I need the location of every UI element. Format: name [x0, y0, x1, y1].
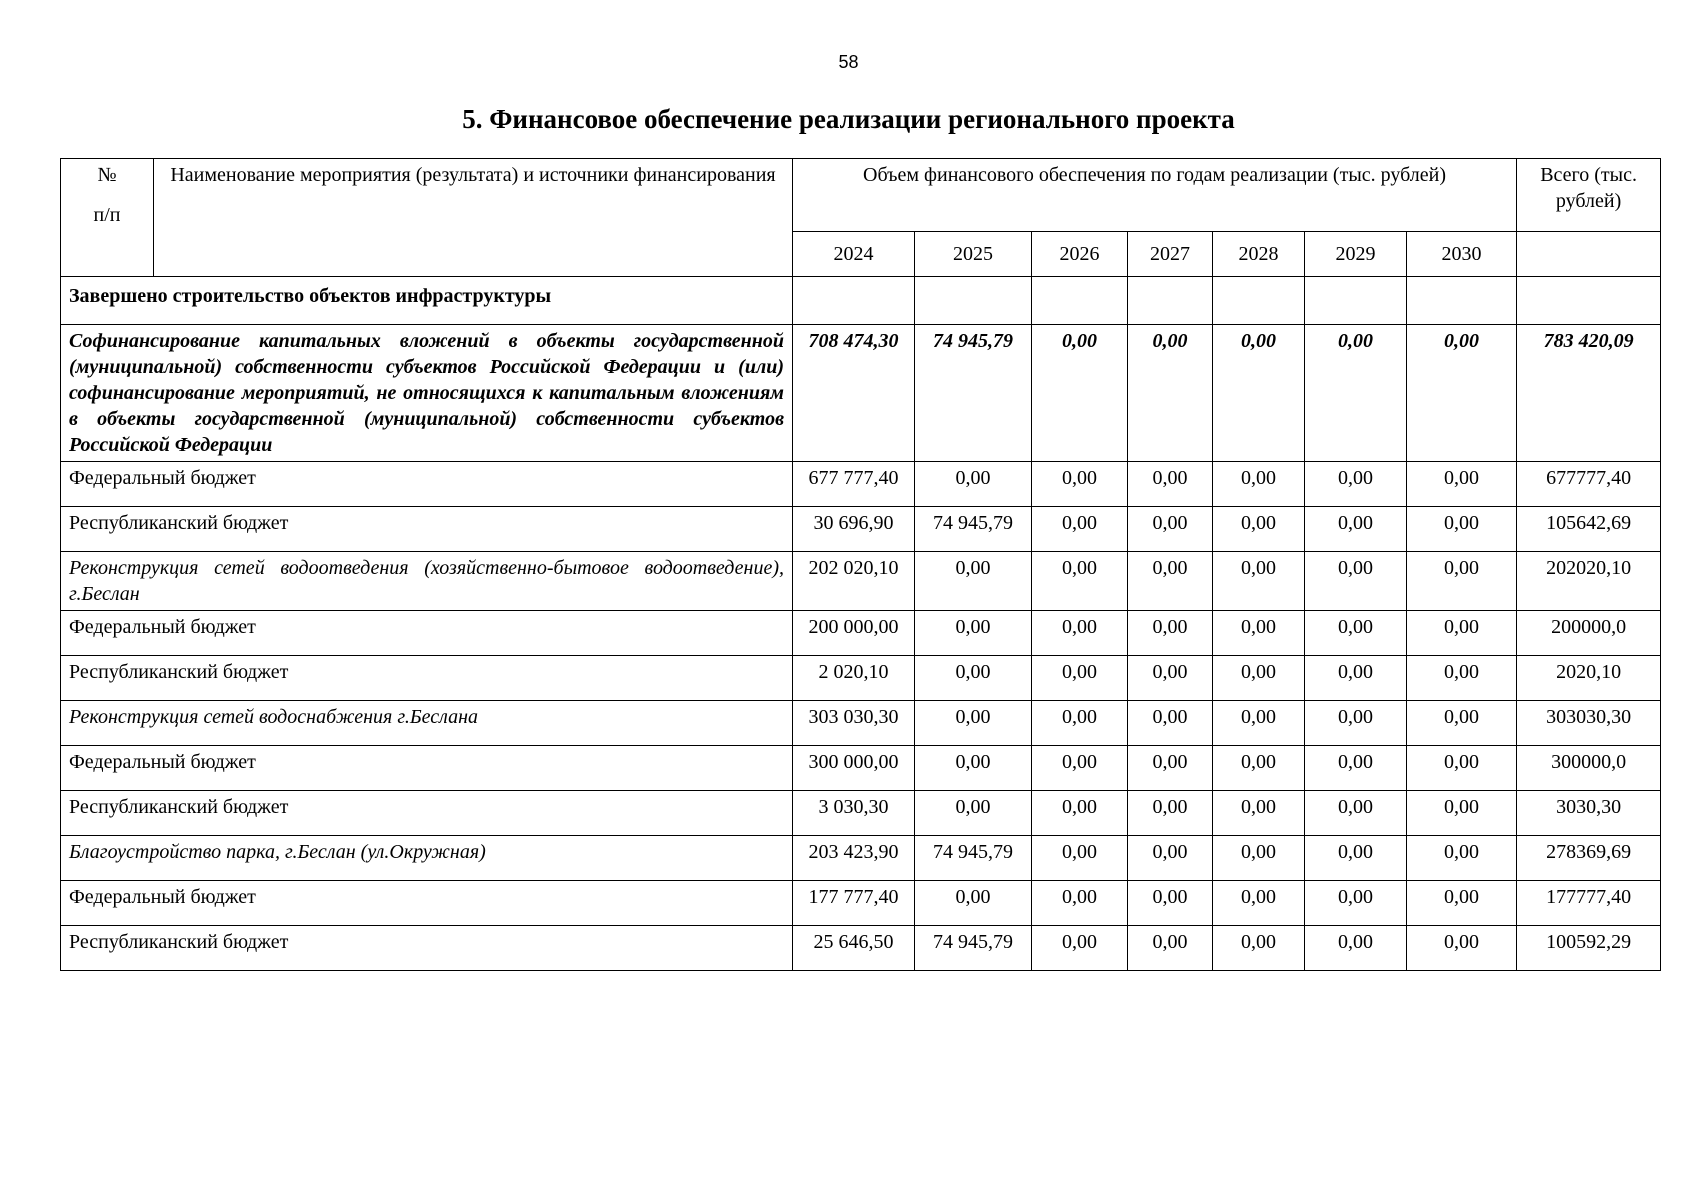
empty-cell — [1305, 277, 1407, 325]
value-cell: 0,00 — [1128, 656, 1213, 701]
value-cell: 0,00 — [1213, 791, 1305, 836]
value-cell: 25 646,50 — [793, 926, 915, 971]
value-cell: 0,00 — [915, 881, 1032, 926]
total-cell: 200000,0 — [1517, 611, 1661, 656]
value-cell: 0,00 — [1407, 836, 1517, 881]
value-cell: 0,00 — [1407, 325, 1517, 462]
value-cell: 0,00 — [1305, 791, 1407, 836]
year-header: 2027 — [1128, 232, 1213, 277]
table-row — [61, 746, 1661, 791]
row-name: Республиканский бюджет — [61, 656, 793, 701]
value-cell: 0,00 — [1407, 701, 1517, 746]
header-name: Наименование мероприятия (результата) и источники финансирования — [154, 159, 793, 277]
value-cell: 0,00 — [1032, 325, 1128, 462]
row-name: Республиканский бюджет — [61, 507, 793, 552]
value-cell: 0,00 — [1305, 507, 1407, 552]
value-cell: 0,00 — [1213, 325, 1305, 462]
year-header: 2025 — [915, 232, 1032, 277]
value-cell: 0,00 — [1032, 462, 1128, 507]
table-row — [61, 791, 1661, 836]
value-cell: 0,00 — [1128, 836, 1213, 881]
value-cell: 74 945,79 — [915, 325, 1032, 462]
value-cell: 0,00 — [1407, 611, 1517, 656]
value-cell: 0,00 — [1213, 552, 1305, 611]
value-cell: 303 030,30 — [793, 701, 915, 746]
value-cell: 0,00 — [1305, 462, 1407, 507]
total-cell: 783 420,09 — [1517, 325, 1661, 462]
value-cell: 2 020,10 — [793, 656, 915, 701]
row-name: Федеральный бюджет — [61, 462, 793, 507]
value-cell: 0,00 — [1213, 507, 1305, 552]
value-cell: 0,00 — [1128, 507, 1213, 552]
total-cell: 105642,69 — [1517, 507, 1661, 552]
value-cell: 0,00 — [1305, 926, 1407, 971]
empty-cell — [1032, 277, 1128, 325]
value-cell: 0,00 — [1305, 746, 1407, 791]
value-cell: 0,00 — [1128, 462, 1213, 507]
value-cell: 0,00 — [1305, 881, 1407, 926]
value-cell: 0,00 — [1305, 325, 1407, 462]
value-cell: 0,00 — [1305, 836, 1407, 881]
value-cell: 0,00 — [1032, 746, 1128, 791]
value-cell: 0,00 — [1032, 881, 1128, 926]
value-cell: 0,00 — [1213, 611, 1305, 656]
financing-table — [60, 158, 1661, 971]
value-cell: 0,00 — [1407, 507, 1517, 552]
value-cell: 3 030,30 — [793, 791, 915, 836]
value-cell: 0,00 — [1305, 611, 1407, 656]
table-row — [61, 507, 1661, 552]
row-name: Софинансирование капитальных вложений в объекты государственной (муниципальной) собственности субъектов Российской Федерации и (или) софинансирование мероприятий, не относящихся к капитальным вложениям в объекты государственной (муниципальной) собственности субъектов Российской Федерации — [61, 325, 793, 462]
empty-cell — [1128, 277, 1213, 325]
total-cell: 303030,30 — [1517, 701, 1661, 746]
row-name: Федеральный бюджет — [61, 881, 793, 926]
total-cell: 278369,69 — [1517, 836, 1661, 881]
table-row — [61, 656, 1661, 701]
table-row — [61, 611, 1661, 656]
value-cell: 74 945,79 — [915, 836, 1032, 881]
header-total: Всего (тыс. рублей) — [1517, 159, 1661, 232]
value-cell: 30 696,90 — [793, 507, 915, 552]
row-name: Реконструкция сетей водоснабжения г.Беслана — [61, 701, 793, 746]
value-cell: 0,00 — [1128, 746, 1213, 791]
section-row — [61, 277, 1661, 325]
value-cell: 0,00 — [1032, 507, 1128, 552]
year-header: 2029 — [1305, 232, 1407, 277]
header-volume: Объем финансового обеспечения по годам реализации (тыс. рублей) — [793, 159, 1517, 232]
value-cell: 0,00 — [1128, 701, 1213, 746]
total-cell: 3030,30 — [1517, 791, 1661, 836]
row-name: Федеральный бюджет — [61, 746, 793, 791]
value-cell: 0,00 — [1305, 552, 1407, 611]
table-body — [61, 325, 1661, 971]
empty-cell — [915, 277, 1032, 325]
value-cell: 0,00 — [1213, 881, 1305, 926]
value-cell: 0,00 — [1032, 791, 1128, 836]
value-cell: 202 020,10 — [793, 552, 915, 611]
value-cell: 300 000,00 — [793, 746, 915, 791]
total-cell: 202020,10 — [1517, 552, 1661, 611]
value-cell: 0,00 — [1407, 462, 1517, 507]
table-row — [61, 462, 1661, 507]
year-header: 2024 — [793, 232, 915, 277]
page-number: 58 — [838, 52, 859, 72]
row-name: Республиканский бюджет — [61, 926, 793, 971]
value-cell: 677 777,40 — [793, 462, 915, 507]
value-cell: 74 945,79 — [915, 926, 1032, 971]
value-cell: 177 777,40 — [793, 881, 915, 926]
table-row — [61, 836, 1661, 881]
value-cell: 0,00 — [1407, 656, 1517, 701]
value-cell: 0,00 — [915, 552, 1032, 611]
table-row — [61, 701, 1661, 746]
value-cell: 0,00 — [1032, 836, 1128, 881]
value-cell: 0,00 — [1032, 611, 1128, 656]
empty-cell — [1407, 277, 1517, 325]
header-num-sign: № — [97, 164, 117, 186]
total-cell: 300000,0 — [1517, 746, 1661, 791]
value-cell: 0,00 — [1407, 791, 1517, 836]
year-header: 2026 — [1032, 232, 1128, 277]
value-cell: 200 000,00 — [793, 611, 915, 656]
row-name: Реконструкция сетей водоотведения (хозяйственно-бытовое водоотведение), г.Беслан — [61, 552, 793, 611]
total-cell: 100592,29 — [1517, 926, 1661, 971]
value-cell: 0,00 — [915, 746, 1032, 791]
value-cell: 0,00 — [915, 701, 1032, 746]
row-name: Федеральный бюджет — [61, 611, 793, 656]
row-name: Благоустройство парка, г.Беслан (ул.Окружная) — [61, 836, 793, 881]
year-header-total-empty — [1517, 232, 1661, 277]
value-cell: 74 945,79 — [915, 507, 1032, 552]
value-cell: 708 474,30 — [793, 325, 915, 462]
value-cell: 0,00 — [1213, 836, 1305, 881]
value-cell: 0,00 — [1213, 701, 1305, 746]
value-cell: 0,00 — [1407, 552, 1517, 611]
header-num — [61, 159, 154, 277]
value-cell: 203 423,90 — [793, 836, 915, 881]
value-cell: 0,00 — [1128, 926, 1213, 971]
value-cell: 0,00 — [1032, 656, 1128, 701]
value-cell: 0,00 — [1128, 881, 1213, 926]
header-num-pp: п/п — [93, 204, 121, 226]
value-cell: 0,00 — [1032, 926, 1128, 971]
value-cell: 0,00 — [1128, 552, 1213, 611]
value-cell: 0,00 — [1305, 701, 1407, 746]
value-cell: 0,00 — [1032, 701, 1128, 746]
year-header: 2030 — [1407, 232, 1517, 277]
value-cell: 0,00 — [1213, 926, 1305, 971]
empty-cell — [1213, 277, 1305, 325]
row-name: Республиканский бюджет — [61, 791, 793, 836]
value-cell: 0,00 — [1213, 746, 1305, 791]
empty-cell — [793, 277, 915, 325]
value-cell: 0,00 — [915, 611, 1032, 656]
value-cell: 0,00 — [915, 791, 1032, 836]
section-row-label: Завершено строительство объектов инфраструктуры — [61, 277, 793, 325]
value-cell: 0,00 — [915, 462, 1032, 507]
value-cell: 0,00 — [1305, 656, 1407, 701]
table-row — [61, 881, 1661, 926]
total-cell: 677777,40 — [1517, 462, 1661, 507]
value-cell: 0,00 — [1407, 926, 1517, 971]
value-cell: 0,00 — [1407, 881, 1517, 926]
table-row — [61, 552, 1661, 611]
total-cell: 177777,40 — [1517, 881, 1661, 926]
header-row — [61, 159, 1661, 232]
value-cell: 0,00 — [1128, 325, 1213, 462]
value-cell: 0,00 — [1032, 552, 1128, 611]
value-cell: 0,00 — [1128, 791, 1213, 836]
value-cell: 0,00 — [915, 656, 1032, 701]
section-title: 5. Финансовое обеспечение реализации регионального проекта — [462, 104, 1235, 134]
empty-cell — [1517, 277, 1661, 325]
value-cell: 0,00 — [1407, 746, 1517, 791]
table-row — [61, 926, 1661, 971]
value-cell: 0,00 — [1213, 462, 1305, 507]
value-cell: 0,00 — [1213, 656, 1305, 701]
year-header: 2028 — [1213, 232, 1305, 277]
table-row — [61, 325, 1661, 462]
value-cell: 0,00 — [1128, 611, 1213, 656]
total-cell: 2020,10 — [1517, 656, 1661, 701]
